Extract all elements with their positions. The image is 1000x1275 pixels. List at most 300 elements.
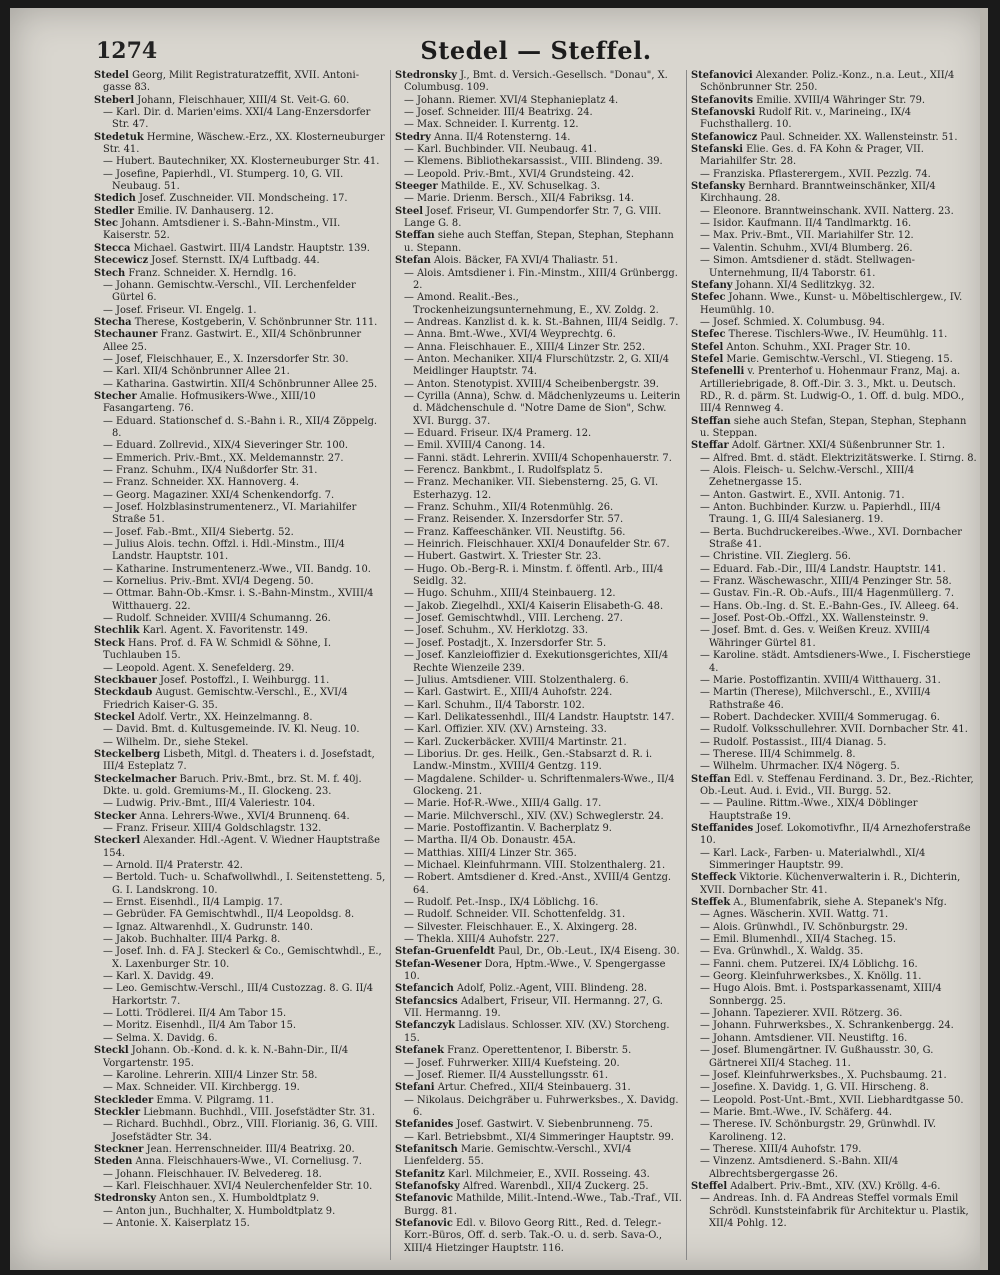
entry-details: — Josef. Friseur. VI. Engelg. 1. bbox=[103, 304, 257, 316]
directory-entry bbox=[395, 527, 682, 539]
entry-details: — Katharine. Instrumentenerz.-Wwe., VII. Bandg. 10. bbox=[103, 563, 371, 575]
directory-entry bbox=[691, 181, 978, 206]
directory-entry bbox=[691, 909, 978, 921]
entry-details: — Franz. Wäschewaschr., XIII/4 Penzinger Str. 58. bbox=[700, 576, 952, 588]
entry-surname: Stefan-Wesener bbox=[395, 958, 482, 970]
entry-details: — Georg. Magaziner. XXI/4 Schenkendorfg. 7. bbox=[103, 489, 335, 501]
entry-surname: Stedronsky bbox=[395, 70, 457, 81]
entry-surname: Steckelberg bbox=[94, 748, 161, 760]
directory-entry bbox=[94, 379, 386, 391]
entry-details: — Rudolf. Schneider. VII. Schottenfeldg. 31. bbox=[404, 909, 626, 921]
directory-entry bbox=[395, 625, 682, 637]
directory-entry bbox=[94, 329, 386, 354]
entry-surname: Stefany bbox=[691, 279, 733, 291]
entry-surname: Stefenelli bbox=[691, 366, 745, 378]
entry-details: August. Gemischtw.-Verschl., E., XVI/4 Friedrich Kaiser-G. 35. bbox=[103, 687, 348, 711]
directory-entry bbox=[94, 724, 386, 736]
directory-entry bbox=[395, 712, 682, 724]
entry-details: — Hubert. Gastwirt. X. Triester Str. 23. bbox=[404, 551, 602, 563]
entry-details: siehe auch Steffan, Stepan, Stephan, Stephann u. Stepann. bbox=[404, 230, 674, 254]
entry-details: — Amond. Realit.-Bes., Trockenheizungsunternehmung, E., XV. Zoldg. 2. bbox=[404, 292, 659, 316]
entry-details: Jean. Herrenschneider. III/4 Beatrixg. 20. bbox=[146, 1143, 355, 1155]
directory-entry bbox=[94, 971, 386, 983]
entry-details: Emilie. IV. Danhauserg. 12. bbox=[137, 205, 274, 217]
directory-entry bbox=[395, 922, 682, 934]
directory-entry bbox=[691, 1144, 978, 1156]
entry-details: Hans. Prof. d. FA W. Schmidl & Söhne, I. Tuchlauben 15. bbox=[103, 637, 331, 662]
page-header bbox=[96, 36, 976, 66]
entry-details: Adolf. Vertr., XX. Heinzelmanng. 8. bbox=[138, 711, 313, 723]
directory-entry bbox=[395, 687, 682, 699]
entry-surname: Stecewicz bbox=[94, 255, 149, 267]
entry-details: — Johann. Tapezierer. XVII. Rötzerg. 36. bbox=[700, 1008, 903, 1020]
directory-entry bbox=[94, 1070, 386, 1082]
directory-entry bbox=[395, 193, 682, 205]
directory-entry bbox=[94, 823, 386, 835]
directory-entry bbox=[395, 268, 682, 293]
directory-entry bbox=[691, 1119, 978, 1144]
entry-details: Adalbert. Priv.-Bmt., XIV. (XV.) Kröllg. 4-6. bbox=[730, 1180, 941, 1192]
entry-details: — Karl. Gastwirt. E., XIII/4 Auhofstr. 224. bbox=[404, 687, 613, 699]
directory-entry bbox=[691, 613, 978, 625]
directory-page bbox=[10, 8, 988, 1270]
directory-entry bbox=[94, 588, 386, 613]
entry-details: — Karl. Schuhm., II/4 Taborstr. 102. bbox=[404, 699, 585, 711]
directory-columns bbox=[94, 70, 982, 1260]
entry-details: — Isidor. Kaufmann. II/4 Tandlmarktg. 16. bbox=[700, 218, 912, 230]
entry-surname: Steden bbox=[94, 1156, 133, 1168]
entry-details: Mathilde, Milit.-Intend.-Wwe., Tab.-Traf., VII. Burgg. 81. bbox=[404, 1193, 682, 1217]
directory-entry bbox=[691, 1045, 978, 1070]
entry-surname: Steckbauer bbox=[94, 674, 157, 686]
entry-details: Josef. Gastwirt. V. Siebenbrunneng. 75. bbox=[456, 1119, 653, 1131]
entry-details: — Robert. Amtsdiener d. Kred.-Anst., XVIII/4 Gentzg. 64. bbox=[404, 872, 672, 896]
entry-details: — Hugo Alois. Bmt. i. Postsparkassenamt, XIII/4 Sonnbergg. 25. bbox=[700, 983, 942, 1007]
directory-entry bbox=[691, 761, 978, 773]
directory-entry bbox=[691, 1095, 978, 1107]
entry-surname: Stec bbox=[94, 218, 118, 230]
directory-entry bbox=[395, 230, 682, 255]
entry-surname: Stefanovski bbox=[691, 107, 756, 119]
entry-details: — Martha. II/4 Ob. Donaustr. 45A. bbox=[404, 835, 576, 847]
entry-details: — Simon. Amtsdiener d. städt. Stellwagen-Unternehmung, II/4 Taborstr. 61. bbox=[700, 255, 915, 279]
entry-details: Paul. Schneider. XX. Wallensteinstr. 51. bbox=[760, 131, 958, 143]
entry-details: Therese. Tischlers-Wwe., IV. Heumühlg. 11. bbox=[728, 329, 948, 341]
entry-details: Marie. Gemischtw.-Verschl., XVI/4 Lienfelderg. 55. bbox=[404, 1143, 632, 1168]
directory-entry bbox=[691, 848, 978, 873]
entry-details: — Anton. Stenotypist. XVIII/4 Scheibenbergstr. 39. bbox=[404, 378, 659, 390]
entry-details: Alexander. Hdl.-Agent. V. Wiedner Hauptstraße 154. bbox=[103, 835, 380, 859]
entry-details: — Antonie. X. Kaiserplatz 15. bbox=[103, 1217, 250, 1229]
directory-entry bbox=[395, 477, 682, 502]
directory-entry bbox=[395, 1070, 682, 1082]
entry-details: Edl. v. Bilovo Georg Ritt., Red. d. Telegr.-Korr.-Büros, Off. d. serb. Tak.-O. u. d. serb. Sava-O., XIII/4 Hietzinger Hauptstr. 116. bbox=[404, 1217, 663, 1254]
entry-details: — Ernst. Eisenhdl., II/4 Lampig. 17. bbox=[103, 897, 283, 909]
directory-entry bbox=[395, 909, 682, 921]
entry-details: Lisbeth, Mitgl. d. Theaters i. d. Josefstadt, III/4 Esteplatz 7. bbox=[103, 748, 375, 773]
entry-details: v. Prenterhof u. Hohenmaur Franz, Maj. a. Artilleriebrigade, 8. Off.-Dir. 3. 3., Mkt. u. Deutsch. RD., R. d. pärm. St. Ludwig-O., 1. Off. d. bulg. MDO., III/4 Rennweg 4. bbox=[700, 366, 965, 415]
entry-details: — Josef. Holzblasinstrumentenerz., VI. Mariahilfer Straße 51. bbox=[103, 502, 357, 526]
entry-surname: Steckerl bbox=[94, 835, 141, 847]
entry-details: — Marie. Milchverschl., XIV. (XV.) Schweglerstr. 24. bbox=[404, 810, 664, 822]
entry-details: — Leopold. Priv.-Bmt., XVI/4 Grundsteing. 42. bbox=[404, 168, 634, 180]
directory-entry bbox=[94, 1045, 386, 1070]
directory-entry bbox=[691, 230, 978, 242]
directory-entry bbox=[94, 156, 386, 168]
entry-details: Anton. Schuhm., XXI. Prager Str. 10. bbox=[726, 341, 911, 353]
entry-details: — Josef. Riemer. II/4 Ausstellungsstr. 61. bbox=[404, 1069, 609, 1081]
directory-entry bbox=[395, 391, 682, 428]
entry-details: — Franz. Schneider. XX. Hannoverg. 4. bbox=[103, 477, 300, 489]
entry-details: — Andreas. Kanzlist d. k. k. St.-Bahnen, III/4 Seidlg. 7. bbox=[404, 316, 679, 328]
entry-details: Anna. Fleischhauers-Wwe., VI. Corneliusg. 7. bbox=[135, 1156, 362, 1168]
entry-details: — Emil. XVIII/4 Canong. 14. bbox=[404, 440, 546, 452]
directory-entry bbox=[94, 564, 386, 576]
directory-entry bbox=[94, 1020, 386, 1032]
directory-entry bbox=[691, 453, 978, 465]
entry-details: Adolf. Gärtner. XXI/4 Süßenbrunner Str. 1. bbox=[731, 440, 946, 452]
entry-surname: Stedich bbox=[94, 193, 136, 205]
directory-entry bbox=[395, 1193, 682, 1218]
directory-entry bbox=[395, 897, 682, 909]
entry-details: — Karl. Delikatessenhdl., III/4 Landstr. Hauptstr. 147. bbox=[404, 711, 675, 723]
entry-details: — Josef. Schmied. X. Columbusg. 94. bbox=[700, 316, 885, 328]
entry-details: — Leopold. Agent. X. Senefelderg. 29. bbox=[103, 662, 295, 674]
entry-surname: Stefancich bbox=[395, 983, 454, 995]
entry-details: Michael. Gastwirt. III/4 Landstr. Hauptstr. 139. bbox=[133, 242, 370, 254]
directory-entry bbox=[94, 934, 386, 946]
entry-surname: Stefani bbox=[395, 1082, 435, 1094]
entry-details: — Therese. IV. Schönburgstr. 29, Grünwhdl. IV. Karolineng. 12. bbox=[700, 1119, 936, 1143]
directory-entry bbox=[691, 366, 978, 415]
entry-details: Paul, Dr., Ob.-Leut., IX/4 Eiseng. 30. bbox=[498, 946, 680, 958]
directory-entry bbox=[395, 872, 682, 897]
directory-entry bbox=[395, 329, 682, 341]
entry-surname: Stecker bbox=[94, 810, 137, 822]
entry-details: — Selma. X. Davidg. 6. bbox=[103, 1032, 218, 1044]
entry-details: Elie. Ges. d. FA Kohn & Prager, VII. Mariahilfer Str. 28. bbox=[700, 144, 924, 168]
entry-details: Marie. Gemischtw.-Verschl., VI. Stiegeng. 15. bbox=[726, 353, 953, 365]
entry-surname: Stefansky bbox=[691, 181, 745, 193]
entry-details: Johann. Amtsdiener i. S.-Bahn-Minstm., VII. Kaiserstr. 52. bbox=[103, 218, 341, 242]
directory-entry bbox=[691, 132, 978, 144]
directory-entry bbox=[94, 169, 386, 194]
directory-entry bbox=[395, 1095, 682, 1120]
directory-entry bbox=[395, 996, 682, 1021]
entry-details: — Eleonore. Branntweinschank. XVII. Natterg. 23. bbox=[700, 205, 954, 217]
directory-entry bbox=[94, 1181, 386, 1193]
entry-details: — Agnes. Wäscherin. XVII. Wattg. 71. bbox=[700, 909, 889, 921]
entry-surname: Stecha bbox=[94, 316, 132, 328]
directory-entry bbox=[94, 625, 386, 637]
entry-surname: Steffanides bbox=[691, 822, 754, 834]
directory-entry bbox=[691, 946, 978, 958]
directory-entry bbox=[691, 934, 978, 946]
entry-details: — Ludwig. Priv.-Bmt., III/4 Valeriestr. 104. bbox=[103, 798, 316, 810]
entry-surname: Stedel bbox=[94, 70, 129, 81]
directory-entry bbox=[691, 1156, 978, 1181]
entry-details: — Marie. Postoffizantin. V. Bacherplatz 9. bbox=[404, 822, 612, 834]
directory-entry bbox=[691, 95, 978, 107]
entry-details: — Franz. Friseur. XIII/4 Goldschlagstr. 132. bbox=[103, 822, 322, 834]
directory-entry bbox=[691, 798, 978, 823]
directory-entry bbox=[94, 613, 386, 625]
entry-details: — Anton. Buchbinder. Kurzw. u. Papierhdl., III/4 Traung. 1, G. III/4 Salesianerg. 19. bbox=[700, 502, 941, 526]
entry-details: — Leopold. Post-Unt.-Bmt., XVII. Liebhardtgasse 50. bbox=[700, 1094, 964, 1106]
entry-surname: Steffan bbox=[691, 415, 731, 427]
entry-details: — Wilhelm. Dr., siehe Stekel. bbox=[103, 736, 249, 748]
directory-entry bbox=[395, 1119, 682, 1131]
entry-details: Johann, Fleischhauer, XIII/4 St. Veit-G. 60. bbox=[137, 94, 350, 106]
entry-details: — Leo. Gemischtw.-Verschl., III/4 Custozzag. 8. G. II/4 Harkortstr. 7. bbox=[103, 983, 374, 1007]
directory-entry bbox=[94, 268, 386, 280]
entry-surname: Stefan-Gruenfeldt bbox=[395, 946, 495, 958]
entry-details: — Heinrich. Fleischhauer. XXI/4 Donaufelder Str. 67. bbox=[404, 539, 670, 551]
directory-entry bbox=[691, 255, 978, 280]
directory-entry bbox=[94, 737, 386, 749]
entry-details: Rudolf Rit. v., Marineing., IX/4 Fuchsthallerg. 10. bbox=[700, 107, 911, 131]
entry-details: — Eduard. Stationschef d. S.-Bahn i. R., XII/4 Zöppelg. 8. bbox=[103, 415, 378, 439]
entry-details: — Josef, Fleischhauer, E., X. Inzersdorfer Str. 30. bbox=[103, 353, 349, 365]
directory-entry bbox=[94, 465, 386, 477]
entry-details: — Magdalene. Schilder- u. Schriftenmalers-Wwe., II/4 Glockeng. 21. bbox=[404, 773, 675, 797]
entry-surname: Stefel bbox=[691, 341, 724, 353]
entry-details: — Jakob. Ziegelhdl., XXI/4 Kaiserin Elisabeth-G. 48. bbox=[404, 600, 664, 612]
directory-entry bbox=[395, 1218, 682, 1255]
entry-details: Hermine, Wäschew.-Erz., XX. Klosterneuburger Str. 41. bbox=[103, 131, 385, 156]
entry-details: — Marie. Postoffizantin. XVIII/4 Witthauerg. 31. bbox=[700, 674, 941, 686]
entry-details: — Josef. Schneider. III/4 Beatrixg. 24. bbox=[404, 107, 593, 119]
entry-details: — Karl. Betriebsbmt., XI/4 Simmeringer Hauptstr. 99. bbox=[404, 1131, 674, 1143]
entry-details: Josef. Sternstt. IX/4 Luftbadg. 44. bbox=[151, 255, 320, 267]
entry-surname: Steffan bbox=[395, 230, 435, 242]
directory-entry bbox=[94, 1082, 386, 1094]
directory-entry bbox=[94, 1107, 386, 1119]
directory-entry bbox=[691, 1033, 978, 1045]
directory-entry bbox=[691, 329, 978, 341]
entry-details: — Eduard. Fab.-Dir., III/4 Landstr. Hauptstr. 141. bbox=[700, 563, 946, 575]
entry-details: — Josefine. X. Davidg. 1, G. VII. Hirscheng. 8. bbox=[700, 1082, 929, 1094]
directory-entry bbox=[94, 502, 386, 527]
directory-entry bbox=[94, 132, 386, 157]
entry-details: — Franz. Schuhm., XII/4 Rotenmühlg. 26. bbox=[404, 502, 614, 514]
entry-details: — Anton. Mechaniker. XII/4 Flurschützstr. 2, G. XII/4 Meidlinger Hauptstr. 74. bbox=[404, 353, 669, 378]
directory-entry bbox=[691, 823, 978, 848]
directory-entry bbox=[691, 564, 978, 576]
entry-details: — — Pauline. Rittm.-Wwe., XIX/4 Döblinger Hauptstraße 19. bbox=[700, 798, 918, 822]
entry-details: — Martin (Therese), Milchverschl., E., XVIII/4 Rathstraße 46. bbox=[700, 687, 931, 711]
entry-details: — Franziska. Pflasterergem., XVII. Pezzlg. 74. bbox=[700, 168, 931, 180]
entry-details: Johann. Wwe., Kunst- u. Möbeltischlergew., IV. Heumühlg. 10. bbox=[700, 292, 963, 316]
entry-details: — Rudolf. Pet.-Insp., IX/4 Löblichg. 16. bbox=[404, 897, 599, 909]
entry-details: — Karl. Buchbinder. VII. Neubaug. 41. bbox=[404, 144, 597, 156]
directory-entry bbox=[395, 465, 682, 477]
directory-entry bbox=[94, 453, 386, 465]
directory-entry bbox=[691, 1181, 978, 1193]
directory-entry bbox=[691, 107, 978, 132]
entry-details: — Therese. III/4 Schimmelg. 8. bbox=[700, 748, 856, 760]
directory-entry bbox=[395, 144, 682, 156]
entry-surname: Steckleder bbox=[94, 1094, 154, 1106]
column-left bbox=[94, 70, 390, 1260]
directory-entry bbox=[94, 663, 386, 675]
directory-entry bbox=[395, 70, 682, 95]
entry-details: — Wilhelm. Uhrmacher. IX/4 Nögerg. 5. bbox=[700, 761, 900, 773]
entry-details: — Karl. XII/4 Schönbrunner Allee 21. bbox=[103, 366, 290, 378]
entry-details: Bernhard. Branntweinschänker, XII/4 Kirchhaung. 28. bbox=[700, 181, 936, 205]
directory-entry bbox=[395, 95, 682, 107]
directory-entry bbox=[94, 107, 386, 132]
entry-details: — Vinzenz. Amtsdienerd. S.-Bahn. XII/4 Albrechtsbergergasse 26. bbox=[700, 1156, 899, 1180]
entry-details: — Karl. Offizier. XIV. (XV.) Arnsteing. 33. bbox=[404, 724, 607, 736]
entry-details: — Franz. Schuhm., IX/4 Nußdorfer Str. 31. bbox=[103, 465, 318, 476]
directory-entry bbox=[395, 317, 682, 329]
directory-entry bbox=[94, 1206, 386, 1218]
entry-details: — Max. Schneider. I. Kurrentg. 12. bbox=[404, 119, 579, 131]
directory-entry bbox=[395, 675, 682, 687]
directory-entry bbox=[395, 551, 682, 563]
entry-details: Ladislaus. Schlosser. XIV. (XV.) Storcheng. 15. bbox=[404, 1020, 670, 1044]
entry-details: — Thekla. XIII/4 Auhofstr. 227. bbox=[404, 934, 559, 946]
entry-details: Baruch. Priv.-Bmt., brz. St. M. f. 40j. Dkte. u. gold. Gremiums-M., II. Glockeng. 23. bbox=[103, 773, 362, 797]
entry-surname: Stefanovits bbox=[691, 94, 753, 106]
directory-entry bbox=[395, 379, 682, 391]
directory-entry bbox=[691, 502, 978, 527]
directory-entry bbox=[395, 835, 682, 847]
entry-details: — Nikolaus. Deichgräber u. Fuhrwerksbes., X. Davidg. 6. bbox=[404, 1094, 679, 1118]
directory-entry bbox=[395, 156, 682, 168]
entry-surname: Stedetuk bbox=[94, 131, 144, 143]
directory-entry bbox=[395, 1144, 682, 1169]
directory-entry bbox=[395, 440, 682, 452]
page-edge bbox=[980, 8, 988, 1270]
entry-details: — Anna. Bmt.-Wwe., XVI/4 Weyprechtg. 6. bbox=[404, 329, 616, 341]
entry-surname: Stedler bbox=[94, 205, 135, 217]
directory-entry bbox=[94, 687, 386, 712]
directory-entry bbox=[395, 1181, 682, 1193]
entry-details: Johann. Ob.-Kond. d. k. k. N.-Bahn-Dir., II/4 Vorgartenstr. 195. bbox=[103, 1045, 349, 1069]
entry-details: — Karl. Fleischhauer. XVI/4 Neulerchenfelder Str. 10. bbox=[103, 1180, 373, 1192]
entry-surname: Stefanofsky bbox=[395, 1180, 460, 1192]
entry-details: — Franz. Mechaniker. VII. Siebensterng. 25, G. VI. Esterhazyg. 12. bbox=[404, 477, 659, 501]
entry-details: — Anton. Gastwirt. E., XVII. Antonig. 71. bbox=[700, 489, 905, 501]
directory-entry bbox=[94, 193, 386, 205]
directory-entry bbox=[691, 206, 978, 218]
directory-entry bbox=[94, 416, 386, 441]
entry-details: — Julius. Amtsdiener. VIII. Stolzenthalerg. 6. bbox=[404, 674, 629, 686]
directory-entry bbox=[691, 601, 978, 613]
directory-entry bbox=[691, 749, 978, 761]
directory-entry bbox=[94, 774, 386, 799]
entry-details: Karl. Agent. X. Favoritenstr. 149. bbox=[142, 625, 308, 637]
entry-details: — Lotti. Trödlerei. II/4 Am Tabor 15. bbox=[103, 1008, 287, 1020]
entry-details: — Arnold. II/4 Praterstr. 42. bbox=[103, 860, 243, 871]
directory-entry bbox=[94, 539, 386, 564]
entry-details: — Eduard. Friseur. IX/4 Pramerg. 12. bbox=[404, 427, 592, 439]
entry-details: — Josef. Kanzleioffizier d. Exekutionsgerichtes, XII/4 Rechte Wienzeile 239. bbox=[404, 650, 669, 674]
entry-details: Franz. Operettentenor, I. Biberstr. 5. bbox=[447, 1045, 632, 1057]
entry-details: Alfred. Warenbdl., XII/4 Zuckerg. 25. bbox=[462, 1180, 649, 1192]
entry-details: Georg, Milit Registraturatzeffit, XVII. Antoni-gasse 83. bbox=[103, 70, 360, 94]
directory-entry bbox=[395, 638, 682, 650]
directory-entry bbox=[395, 811, 682, 823]
entry-details: siehe auch Stefan, Stepan, Stephan, Stephann u. Steppan. bbox=[700, 415, 967, 439]
entry-surname: Stedry bbox=[395, 131, 431, 143]
entry-surname: Stefanowicz bbox=[691, 131, 758, 143]
directory-entry bbox=[395, 774, 682, 799]
entry-details: Adalbert, Friseur, VII. Hermanng. 27, G. VII. Hermanng. 19. bbox=[404, 995, 663, 1020]
directory-entry bbox=[395, 1082, 682, 1094]
directory-entry bbox=[395, 181, 682, 193]
entry-surname: Steffan bbox=[691, 773, 731, 785]
directory-entry bbox=[395, 354, 682, 379]
entry-details: — Eva. Grünwhdl., X. Waldg. 35. bbox=[700, 946, 864, 958]
directory-entry bbox=[395, 724, 682, 736]
directory-entry bbox=[94, 860, 386, 872]
directory-entry bbox=[691, 588, 978, 600]
directory-entry bbox=[395, 132, 682, 144]
directory-entry bbox=[94, 1218, 386, 1230]
directory-entry bbox=[395, 860, 682, 872]
entry-surname: Steberl bbox=[94, 94, 135, 106]
directory-entry bbox=[94, 280, 386, 305]
entry-surname: Steeger bbox=[395, 181, 438, 193]
directory-entry bbox=[395, 292, 682, 317]
entry-details: — Cyrilla (Anna), Schw. d. Mädchenlyzeums u. Leiterin d. Mädchenschule d. "Notre Dame de Sion", Schw. XVI. Burgg. 37. bbox=[404, 390, 681, 427]
entry-details: — Emil. Blumenhdl., XII/4 Stacheg. 15. bbox=[700, 934, 897, 946]
directory-entry bbox=[691, 292, 978, 317]
entry-surname: Stefanek bbox=[395, 1045, 444, 1057]
entry-details: Franz. Schneider. X. Herndlg. 16. bbox=[128, 267, 297, 279]
directory-entry bbox=[395, 823, 682, 835]
entry-details: — Georg. Kleinfuhrwerksbes., X. Knöllg. 11. bbox=[700, 971, 922, 983]
entry-details: — Josef. Fuhrwerker. XIII/4 Kuefsteing. 20. bbox=[404, 1057, 620, 1069]
entry-details: — Marie. Bmt.-Wwe., IV. Schäferg. 44. bbox=[700, 1106, 893, 1118]
entry-details: — Karl. Zuckerbäcker. XVIII/4 Martinstr. 21. bbox=[404, 736, 627, 748]
entry-details: Emma. V. Pilgramg. 11. bbox=[156, 1094, 274, 1106]
entry-details: — Michael. Kleinfuhrmann. VIII. Stolzenthalerg. 21. bbox=[404, 860, 666, 871]
directory-entry bbox=[691, 1020, 978, 1032]
directory-entry bbox=[395, 169, 682, 181]
entry-details: Artur. Chefred., XII/4 Steinbauerg. 31. bbox=[437, 1082, 631, 1094]
directory-entry bbox=[94, 70, 386, 95]
entry-details: — Hugo. Ob.-Berg-R. i. Minstm. f. öffentl. Arb., III/4 Seidlg. 32. bbox=[404, 563, 664, 588]
entry-surname: Stefanitz bbox=[395, 1168, 445, 1180]
column-right bbox=[686, 70, 982, 1260]
entry-details: Anton sen., X. Humboldtplatz 9. bbox=[159, 1193, 320, 1205]
directory-entry bbox=[691, 625, 978, 650]
directory-entry bbox=[691, 1082, 978, 1094]
entry-details: A., Blumenfabrik, siehe A. Stepanek's Nfg. bbox=[733, 897, 947, 909]
directory-entry bbox=[395, 255, 682, 267]
directory-entry bbox=[94, 983, 386, 1008]
directory-entry bbox=[395, 946, 682, 958]
entry-details: Liebmann. Buchhdl., VIII. Josefstädter Str. 31. bbox=[143, 1106, 375, 1118]
page-number: 1274 bbox=[96, 38, 158, 64]
entry-surname: Stefel bbox=[691, 353, 724, 365]
entry-surname: Steckel bbox=[94, 711, 135, 723]
directory-entry bbox=[94, 366, 386, 378]
directory-entry bbox=[94, 909, 386, 921]
directory-entry bbox=[94, 1193, 386, 1205]
entry-details: — Alois. Fleisch- u. Selchw.-Verschl., XIII/4 Zehetnergasse 15. bbox=[700, 465, 915, 489]
directory-entry bbox=[691, 1070, 978, 1082]
directory-entry bbox=[691, 280, 978, 292]
entry-details: — Valentin. Schuhm., XVI/4 Blumberg. 26. bbox=[700, 242, 913, 254]
entry-details: — Johann. Amtsdiener. VII. Neustiftg. 16. bbox=[700, 1032, 908, 1044]
directory-entry bbox=[395, 588, 682, 600]
entry-details: — Johann. Fuhrwerksbes., X. Schrankenbergg. 24. bbox=[700, 1020, 954, 1032]
